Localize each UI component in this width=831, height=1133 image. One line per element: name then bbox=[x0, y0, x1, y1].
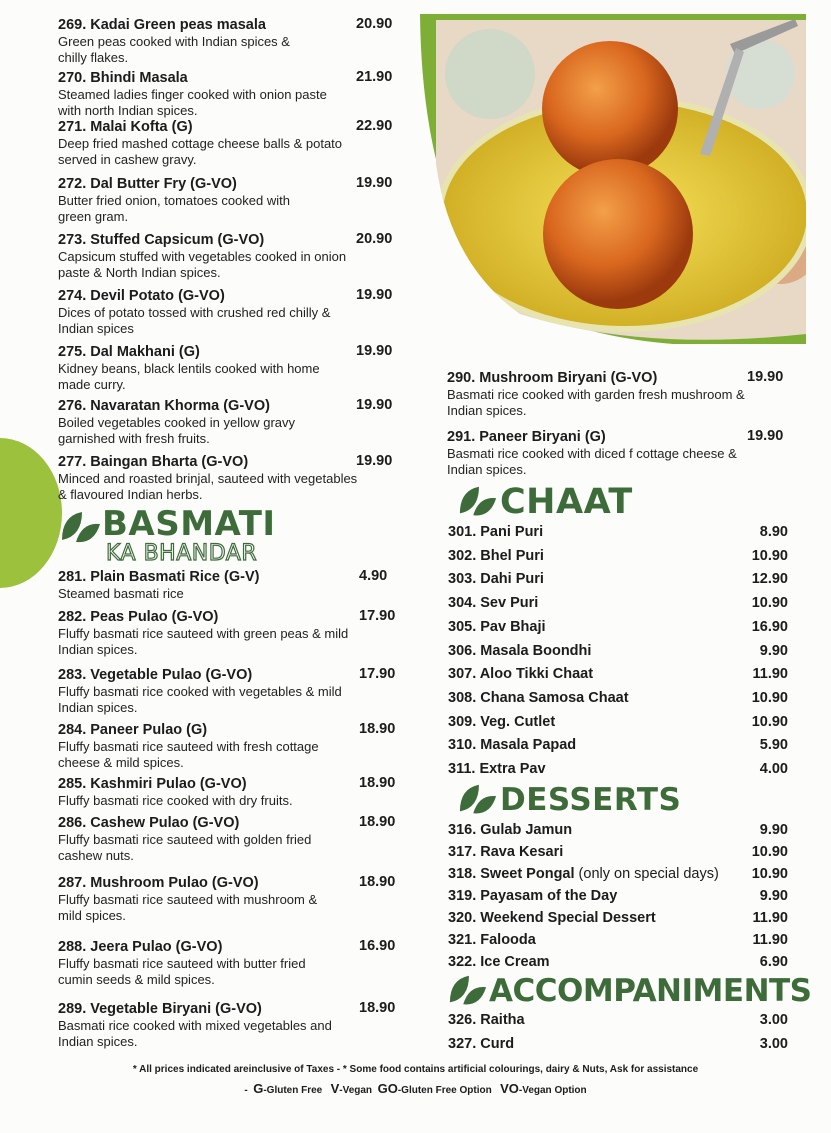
menu-item bbox=[58, 118, 403, 168]
menu-item-description: made curry. bbox=[58, 377, 126, 392]
menu-item-description: Indian spices. bbox=[447, 403, 527, 418]
menu-item-price: 10.90 bbox=[751, 844, 788, 860]
menu-item bbox=[58, 721, 403, 771]
menu-item-name: 285. Kashmiri Pulao (G-VO) bbox=[58, 776, 247, 792]
menu-item-name: 290. Mushroom Biryani (G-VO) bbox=[447, 370, 658, 386]
menu-item-price: 19.90 bbox=[356, 453, 393, 469]
menu-item-price: 6.90 bbox=[759, 954, 788, 970]
leaf-icon bbox=[60, 510, 102, 544]
menu-item-description: Steamed ladies finger cooked with onion paste bbox=[58, 87, 327, 102]
menu-item-price: 16.90 bbox=[359, 938, 396, 954]
menu-item-price: 16.90 bbox=[751, 618, 788, 635]
menu-item-price: 18.90 bbox=[359, 775, 396, 791]
menu-item-price: 19.90 bbox=[747, 428, 784, 444]
menu-item-price: 9.90 bbox=[759, 642, 788, 659]
leaf-icon bbox=[458, 484, 498, 518]
menu-item-description: mild spices. bbox=[58, 908, 126, 923]
menu-item bbox=[448, 643, 788, 663]
menu-item bbox=[58, 874, 403, 924]
leaf-icon bbox=[448, 973, 488, 1007]
menu-item-price: 17.90 bbox=[359, 608, 396, 624]
menu-item-name: 291. Paneer Biryani (G) bbox=[447, 429, 606, 445]
menu-item-price: 10.90 bbox=[751, 713, 788, 730]
menu-item-price: 10.90 bbox=[751, 689, 788, 706]
menu-item-price: 18.90 bbox=[359, 1000, 396, 1016]
menu-item-price: 21.90 bbox=[356, 69, 393, 85]
legend-code: VO bbox=[500, 1081, 519, 1096]
menu-item-description: Indian spices. bbox=[58, 642, 138, 657]
menu-item-price: 11.90 bbox=[752, 932, 788, 948]
footer-legend bbox=[0, 1081, 831, 1096]
menu-item bbox=[448, 866, 788, 886]
menu-item-price: 18.90 bbox=[359, 814, 396, 830]
menu-item-price: 19.90 bbox=[356, 287, 393, 303]
menu-item-description: with north Indian spices. bbox=[58, 103, 198, 118]
menu-item bbox=[58, 775, 403, 809]
menu-item-price: 3.00 bbox=[759, 1036, 788, 1052]
menu-item-price: 10.90 bbox=[751, 547, 788, 564]
menu-item-description: Fluffy basmati rice sauteed with golden fried bbox=[58, 832, 312, 847]
menu-item-description: Basmati rice cooked with garden fresh mushroom & bbox=[447, 387, 745, 402]
legend-code: GO bbox=[377, 1081, 398, 1096]
menu-item bbox=[58, 16, 403, 66]
menu-item-name: 275. Dal Makhani (G) bbox=[58, 344, 200, 360]
menu-item-description: Dices of potato tossed with crushed red chilly & bbox=[58, 305, 331, 320]
menu-item-description: Butter fried onion, tomatoes cooked with bbox=[58, 193, 290, 208]
menu-item-name: 284. Paneer Pulao (G) bbox=[58, 722, 208, 738]
legend-code: V bbox=[330, 1081, 340, 1096]
gulab-jamun-photo bbox=[400, 14, 810, 344]
menu-item bbox=[58, 69, 403, 119]
legend-text: -Vegan bbox=[339, 1085, 378, 1096]
menu-item-description: served in cashew gravy. bbox=[58, 152, 197, 167]
menu-item-description: green gram. bbox=[58, 209, 129, 224]
menu-item bbox=[448, 690, 788, 710]
menu-item-price: 11.90 bbox=[752, 666, 788, 683]
menu-item-name: 271. Malai Kofta (G) bbox=[58, 119, 193, 135]
menu-item-price: 18.90 bbox=[359, 721, 396, 737]
menu-item-description: Indian spices bbox=[58, 321, 134, 336]
menu-item-price: 22.90 bbox=[356, 118, 393, 134]
legend-text: -Gluten Free Option bbox=[397, 1085, 501, 1096]
menu-item bbox=[448, 932, 788, 952]
menu-item bbox=[58, 938, 403, 988]
menu-item-name: 302. Bhel Puri bbox=[448, 547, 544, 564]
menu-item-description: Indian spices. bbox=[58, 1034, 138, 1049]
lime-semicircle-decoration bbox=[0, 438, 62, 588]
menu-item bbox=[448, 714, 788, 734]
menu-item bbox=[58, 453, 403, 503]
menu-item-price: 19.90 bbox=[356, 175, 393, 191]
menu-item-description: Fluffy basmati rice sauteed with fresh cottage bbox=[58, 739, 319, 754]
menu-item-name: 318. Sweet Pongal (only on special days) bbox=[448, 866, 719, 882]
menu-item-price: 11.90 bbox=[752, 910, 788, 926]
menu-item-name: 322. Ice Cream bbox=[448, 954, 550, 970]
menu-item bbox=[448, 761, 788, 781]
menu-item bbox=[448, 1036, 788, 1056]
menu-item-name: 282. Peas Pulao (G-VO) bbox=[58, 609, 219, 625]
menu-item-price: 12.90 bbox=[751, 571, 788, 588]
menu-item-name: 289. Vegetable Biryani (G-VO) bbox=[58, 1001, 262, 1017]
menu-item bbox=[58, 397, 403, 447]
menu-item bbox=[448, 548, 788, 568]
menu-item-name: 273. Stuffed Capsicum (G-VO) bbox=[58, 232, 265, 248]
menu-item bbox=[58, 343, 403, 393]
menu-item-description: Basmati rice cooked with diced f cottage cheese & bbox=[447, 446, 737, 461]
menu-item-description: Steamed basmati rice bbox=[58, 586, 184, 601]
menu-item-price: 4.00 bbox=[759, 761, 788, 777]
menu-item-name: 272. Dal Butter Fry (G-VO) bbox=[58, 176, 237, 192]
menu-item bbox=[448, 910, 788, 930]
menu-item-description: Indian spices. bbox=[447, 462, 527, 477]
menu-item-description: Capsicum stuffed with vegetables cooked in onion bbox=[58, 249, 347, 264]
menu-item-name: 276. Navaratan Khorma (G-VO) bbox=[58, 398, 270, 414]
menu-item-price: 5.90 bbox=[759, 737, 788, 754]
menu-item-description: Green peas cooked with Indian spices & bbox=[58, 34, 290, 49]
menu-item bbox=[448, 888, 788, 908]
menu-item-name: 309. Veg. Cutlet bbox=[448, 713, 556, 730]
menu-item-name: 288. Jeera Pulao (G-VO) bbox=[58, 939, 223, 955]
menu-item bbox=[448, 571, 788, 591]
menu-item-description: Indian spices. bbox=[58, 700, 138, 715]
menu-item-description: Deep fried mashed cottage cheese balls & potato bbox=[58, 136, 343, 151]
menu-item-price: 19.90 bbox=[356, 397, 393, 413]
menu-item-name: 277. Baingan Bharta (G-VO) bbox=[58, 454, 249, 470]
menu-item bbox=[58, 568, 403, 602]
menu-item-description: Kidney beans, black lentils cooked with home bbox=[58, 361, 320, 376]
menu-item-price: 4.90 bbox=[359, 568, 388, 584]
menu-item bbox=[58, 814, 403, 864]
menu-item-description: paste & North Indian spices. bbox=[58, 265, 221, 280]
menu-item-description: Fluffy basmati rice sauteed with green peas & mild bbox=[58, 626, 349, 641]
menu-item-price: 9.90 bbox=[759, 822, 788, 838]
menu-item-name: 319. Payasam of the Day bbox=[448, 888, 618, 904]
menu-item bbox=[58, 608, 403, 658]
menu-item bbox=[58, 231, 403, 281]
menu-item-name: 307. Aloo Tikki Chaat bbox=[448, 666, 594, 683]
menu-item bbox=[448, 954, 788, 974]
leaf-icon bbox=[458, 782, 498, 816]
menu-item-price: 19.90 bbox=[356, 343, 393, 359]
menu-item bbox=[58, 1000, 403, 1050]
menu-item-description: chilly flakes. bbox=[58, 50, 129, 65]
legend-text: -Gluten Free bbox=[263, 1085, 331, 1096]
menu-item bbox=[58, 666, 403, 716]
menu-item-name: 301. Pani Puri bbox=[448, 524, 544, 540]
menu-item-description: Fluffy basmati rice cooked with dry fruits. bbox=[58, 793, 293, 808]
menu-item-description: Fluffy basmati rice cooked with vegetables & mild bbox=[58, 684, 342, 699]
menu-item-name: 317. Rava Kesari bbox=[448, 844, 564, 860]
menu-item-description: Basmati rice cooked with mixed vegetables and bbox=[58, 1018, 332, 1033]
basmati-title: BASMATI bbox=[102, 504, 276, 544]
menu-item-price: 10.90 bbox=[751, 866, 788, 882]
menu-item-description: cheese & mild spices. bbox=[58, 755, 184, 770]
menu-item-description: & flavoured Indian herbs. bbox=[58, 487, 203, 502]
menu-item bbox=[448, 595, 788, 615]
menu-item bbox=[448, 737, 788, 757]
menu-item-name: 304. Sev Puri bbox=[448, 595, 539, 612]
legend-code: G bbox=[253, 1081, 264, 1096]
menu-item-name: 283. Vegetable Pulao (G-VO) bbox=[58, 667, 253, 683]
menu-item-note: (only on special days) bbox=[574, 866, 719, 882]
menu-item-name: 327. Curd bbox=[448, 1036, 515, 1052]
legend-text: - bbox=[244, 1085, 254, 1096]
menu-item bbox=[448, 844, 788, 864]
menu-item-name: 326. Raitha bbox=[448, 1012, 525, 1028]
menu-item-name: 287. Mushroom Pulao (G-VO) bbox=[58, 875, 259, 891]
menu-item-description: Fluffy basmati rice sauteed with butter fried bbox=[58, 956, 306, 971]
legend-text: -Vegan Option bbox=[518, 1085, 587, 1096]
menu-item-name: 286. Cashew Pulao (G-VO) bbox=[58, 815, 240, 831]
menu-item-name: 305. Pav Bhaji bbox=[448, 618, 546, 635]
menu-item bbox=[58, 287, 403, 337]
menu-item bbox=[58, 175, 403, 225]
menu-item-name: 311. Extra Pav bbox=[448, 761, 546, 777]
menu-item-description: Fluffy basmati rice sauteed with mushroom & bbox=[58, 892, 318, 907]
menu-item-name: 269. Kadai Green peas masala bbox=[58, 17, 266, 33]
basmati-subtitle: KA BHANDAR bbox=[106, 541, 258, 566]
menu-item-name: 316. Gulab Jamun bbox=[448, 822, 573, 838]
menu-item-price: 18.90 bbox=[359, 874, 396, 890]
menu-item-description: cashew nuts. bbox=[58, 848, 134, 863]
menu-item-description: cumin seeds & mild spices. bbox=[58, 972, 215, 987]
menu-item-name: 303. Dahi Puri bbox=[448, 571, 544, 588]
menu-item-price: 9.90 bbox=[759, 888, 788, 904]
menu-item bbox=[447, 369, 792, 419]
menu-item-description: garnished with fresh fruits. bbox=[58, 431, 210, 446]
menu-item-name: 320. Weekend Special Dessert bbox=[448, 910, 656, 926]
menu-item-name: 306. Masala Boondhi bbox=[448, 642, 592, 659]
menu-item-name: 281. Plain Basmati Rice (G-V) bbox=[58, 569, 260, 585]
chaat-heading: CHAAT bbox=[500, 482, 633, 522]
menu-item-name: 308. Chana Samosa Chaat bbox=[448, 689, 629, 706]
menu-item bbox=[448, 619, 788, 639]
menu-item-name: 270. Bhindi Masala bbox=[58, 70, 188, 86]
menu-item-description: Minced and roasted brinjal, sauteed with vegetables bbox=[58, 471, 358, 486]
desserts-heading: DESSERTS bbox=[500, 782, 682, 818]
menu-item-name: 274. Devil Potato (G-VO) bbox=[58, 288, 225, 304]
menu-item-name: 321. Falooda bbox=[448, 932, 536, 948]
menu-item-price: 8.90 bbox=[759, 524, 788, 540]
menu-item-name: 310. Masala Papad bbox=[448, 737, 577, 754]
menu-item-description: Boiled vegetables cooked in yellow gravy bbox=[58, 415, 296, 430]
menu-item bbox=[448, 524, 788, 544]
menu-item bbox=[448, 1012, 788, 1032]
menu-item-price: 17.90 bbox=[359, 666, 396, 682]
menu-item-price: 20.90 bbox=[356, 16, 393, 32]
menu-item bbox=[448, 822, 788, 842]
menu-item-price: 3.00 bbox=[759, 1012, 788, 1028]
menu-item-price: 19.90 bbox=[747, 369, 784, 385]
menu-item-price: 10.90 bbox=[751, 595, 788, 612]
menu-item bbox=[447, 428, 792, 478]
footer-note: * All prices indicated areinclusive of Taxes - * Some food contains artificial colourings, dairy & Nuts, Ask for assistance bbox=[132, 1064, 699, 1075]
menu-item bbox=[448, 666, 788, 686]
menu-item-price: 20.90 bbox=[356, 231, 393, 247]
accompaniments-heading: ACCOMPANIMENTS bbox=[489, 973, 812, 1009]
